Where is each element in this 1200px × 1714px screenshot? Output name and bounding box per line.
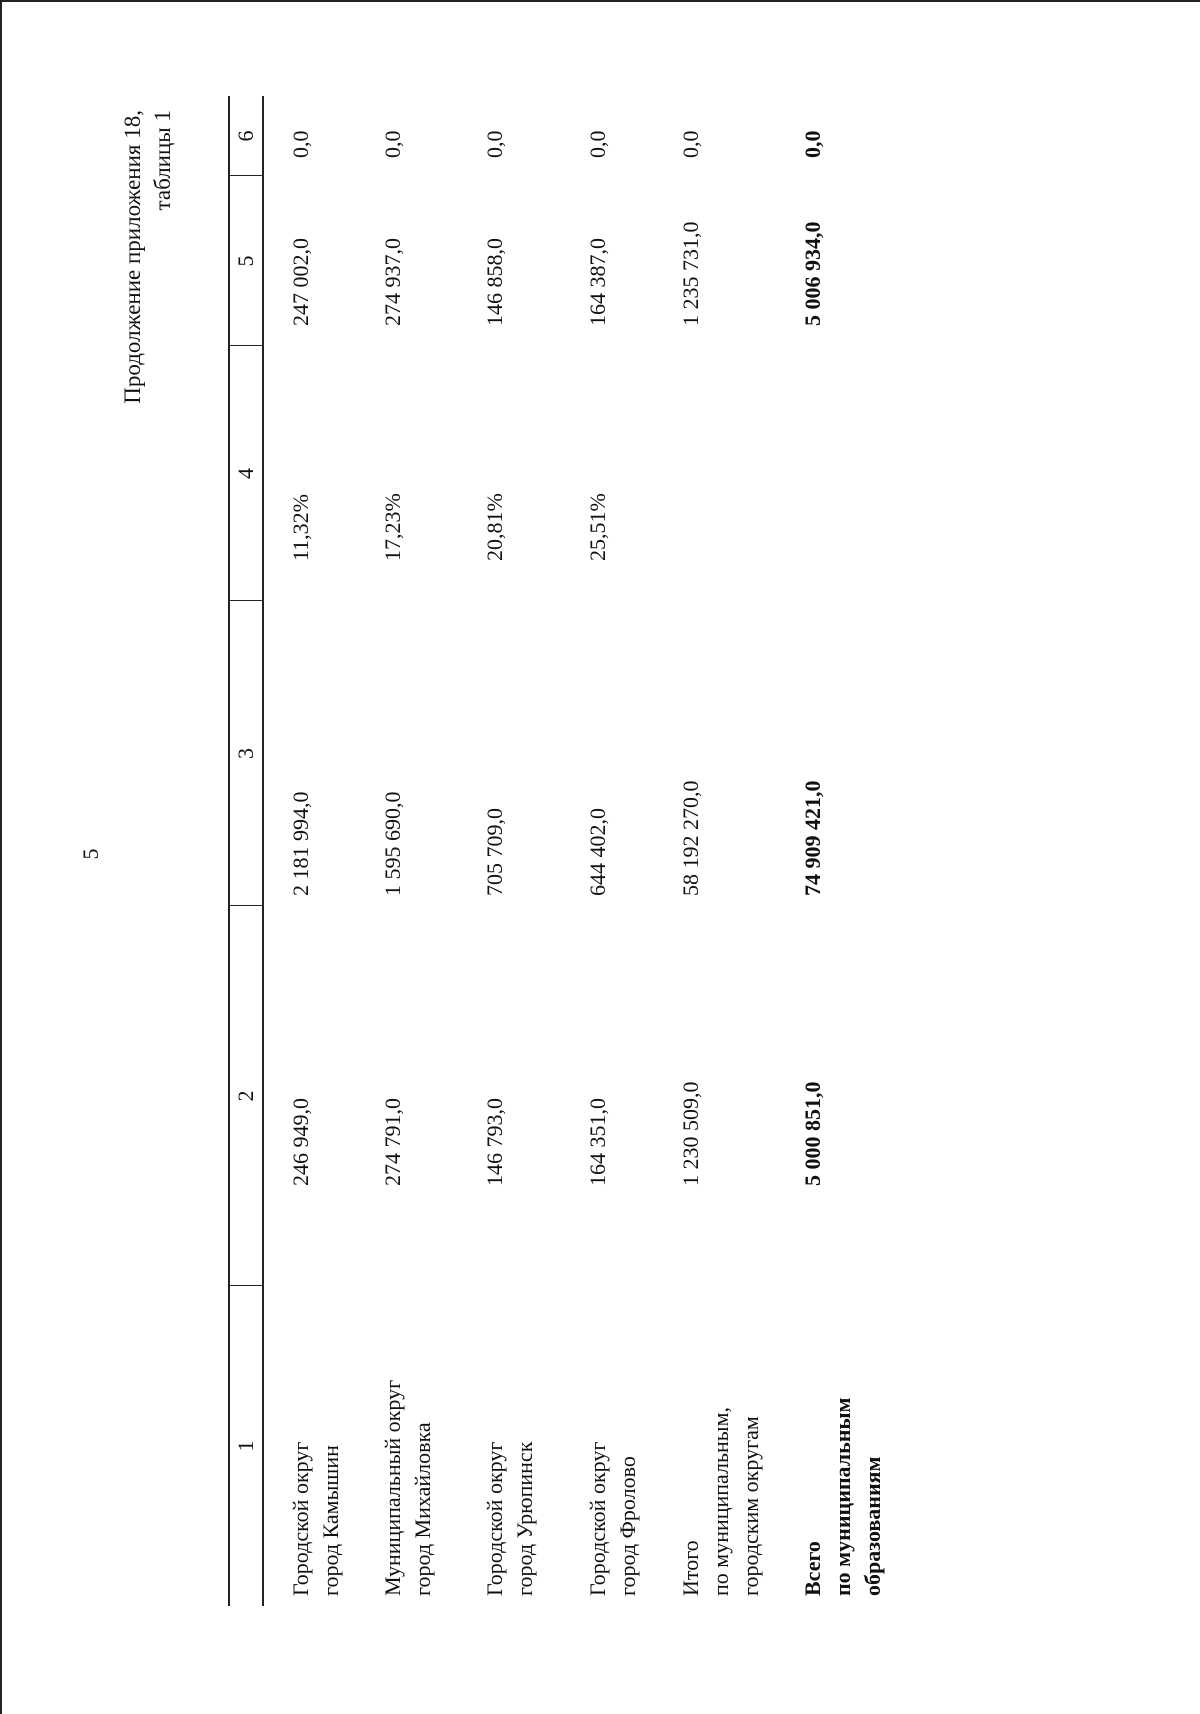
column-number-3: 3 — [233, 748, 258, 759]
cell-col-6: 0,0 — [288, 130, 313, 158]
row-name — [480, 1306, 540, 1596]
row-name-line: Муниципальный округ — [380, 1379, 405, 1596]
row-name-line: образованиям — [860, 1456, 885, 1596]
row-name — [798, 1306, 888, 1596]
cell-col-6: 0,0 — [678, 130, 703, 158]
page-number: 5 — [78, 848, 103, 860]
cell-col-5: 164 387,0 — [585, 238, 610, 326]
cell-col-2: 274 791,0 — [380, 1098, 405, 1186]
cell-col-5: 5 006 934,0 — [800, 221, 825, 326]
cell-col-4: 20,81% — [482, 493, 507, 561]
row-name — [676, 1306, 766, 1596]
cell-col-5: 1 235 731,0 — [678, 221, 703, 326]
cell-col-6: 0,0 — [585, 130, 610, 158]
cell-col-3: 74 909 421,0 — [800, 780, 825, 896]
column-number-6: 6 — [233, 130, 258, 142]
row-name-line: город Камышин — [318, 1445, 343, 1596]
row-name-line: по муниципальным, — [708, 1406, 733, 1596]
row-name-line: Городской округ — [288, 1441, 313, 1596]
column-number-5: 5 — [233, 255, 258, 267]
caption-line-1: Продолжение приложения 18, — [120, 110, 145, 404]
cell-col-2: 164 351,0 — [585, 1098, 610, 1186]
cell-col-2: 146 793,0 — [482, 1098, 507, 1186]
row-name-line: Всего — [800, 1541, 825, 1596]
cell-col-3: 705 709,0 — [482, 808, 507, 896]
header-bottom-rule — [262, 96, 264, 1606]
cell-col-3: 58 192 270,0 — [678, 780, 703, 896]
row-name-line: Итого — [678, 1540, 703, 1596]
row-name — [583, 1306, 643, 1596]
cell-col-2: 5 000 851,0 — [800, 1081, 825, 1186]
cell-col-4: 11,32% — [288, 493, 313, 561]
row-name — [378, 1306, 438, 1596]
cell-col-4: 17,23% — [380, 493, 405, 561]
row-name-line: Городской округ — [482, 1441, 507, 1596]
cell-col-3: 644 402,0 — [585, 808, 610, 896]
cell-col-4: 25,51% — [585, 493, 610, 561]
row-name-line: Городской округ — [585, 1441, 610, 1596]
cell-col-6: 0,0 — [380, 130, 405, 158]
row-name — [286, 1306, 346, 1596]
table-caption — [118, 110, 178, 514]
row-name-line: город Урюпинск — [512, 1441, 537, 1596]
row-name-line: городским округам — [738, 1416, 763, 1596]
cell-col-5: 146 858,0 — [482, 238, 507, 326]
cell-col-2: 1 230 509,0 — [678, 1081, 703, 1186]
column-number-4: 4 — [233, 468, 258, 479]
column-number-1: 1 — [233, 1440, 258, 1452]
row-name-line: город Михайловка — [410, 1422, 435, 1596]
row-name-line: город Фролово — [615, 1456, 640, 1596]
cell-col-6: 0,0 — [482, 130, 507, 158]
cell-col-3: 2 181 994,0 — [288, 791, 313, 896]
cell-col-6: 0,0 — [800, 130, 825, 158]
column-number-2: 2 — [233, 1090, 258, 1102]
cell-col-3: 1 595 690,0 — [380, 791, 405, 896]
caption-line-2: таблицы 1 — [150, 110, 175, 211]
cell-col-5: 247 002,0 — [288, 238, 313, 326]
row-name-line: по муниципальным — [830, 1397, 855, 1596]
cell-col-5: 274 937,0 — [380, 238, 405, 326]
cell-col-2: 246 949,0 — [288, 1098, 313, 1186]
